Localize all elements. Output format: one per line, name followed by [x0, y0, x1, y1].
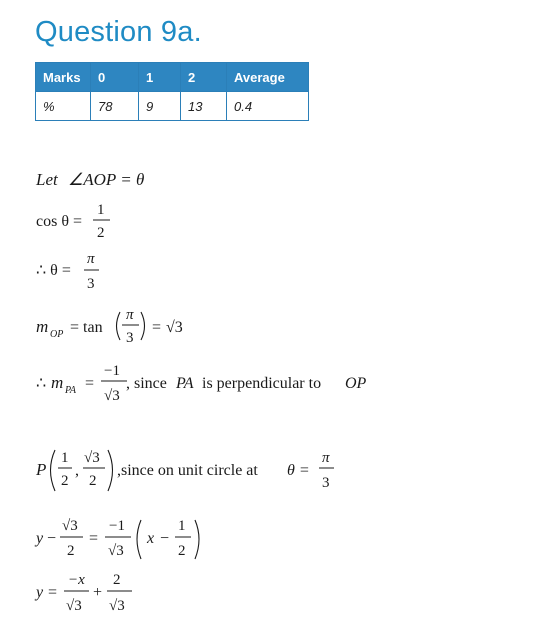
header-cell: 0 [91, 63, 139, 92]
left-paren [117, 312, 121, 340]
cos-theta-line [36, 202, 110, 241]
denominator: 2 [97, 225, 105, 241]
gradient-pa-line [36, 363, 367, 404]
denominator: √3 [66, 598, 82, 614]
denominator: 2 [67, 543, 75, 559]
equals-sign: = [152, 319, 162, 336]
table-cell: 0.4 [227, 92, 309, 121]
minus-sign: − [160, 530, 170, 547]
table-cell: 13 [181, 92, 227, 121]
denominator: 3 [126, 330, 134, 346]
sqrt3: √3 [166, 319, 183, 336]
denominator: √3 [108, 543, 124, 559]
numerator: 1 [61, 450, 69, 466]
page-title: Question 9a. [35, 16, 202, 48]
numerator: π [126, 307, 134, 323]
plus-sign: + [93, 584, 103, 601]
comma: , [75, 462, 79, 479]
numerator: −1 [109, 518, 125, 534]
right-paren [108, 450, 113, 491]
header-cell: Marks [36, 63, 91, 92]
numerator: −1 [104, 363, 120, 379]
numerator: 1 [178, 518, 186, 534]
denominator: 3 [87, 276, 95, 292]
header-cell: Average [227, 63, 309, 92]
perpendicular-text: is perpendicular to [202, 375, 322, 392]
pa-subscript: PA [65, 385, 76, 396]
numerator: √3 [62, 518, 78, 534]
denominator: √3 [104, 388, 120, 404]
table-cell: 78 [91, 92, 139, 121]
let-angle-line [35, 170, 144, 189]
left-paren [137, 520, 141, 559]
therefore-symbol: ∴ [36, 375, 47, 392]
numerator: 2 [113, 572, 121, 588]
p-point: P [36, 460, 47, 479]
header-cell: 2 [181, 63, 227, 92]
equals-sign: = [48, 584, 58, 601]
left-paren [51, 450, 56, 491]
theta-value-line [36, 251, 99, 292]
line-equation-final [34, 572, 132, 614]
line-equation-point-gradient [34, 518, 199, 559]
denominator: 2 [61, 473, 69, 489]
equals-sign: = [89, 530, 99, 547]
let-word: Let [36, 170, 58, 189]
m-symbol: m [36, 317, 49, 336]
pa-label: PA [176, 375, 194, 392]
therefore-theta: ∴ θ = [36, 262, 71, 279]
right-paren [141, 312, 145, 340]
numerator: −x [68, 572, 85, 588]
y-variable: y [36, 530, 44, 547]
minus-sign: − [47, 530, 57, 547]
denominator: 3 [322, 475, 330, 491]
point-p-line [35, 450, 334, 491]
equals-sign: = [85, 375, 95, 392]
table-cell: % [36, 92, 91, 121]
m-symbol: m [51, 373, 64, 392]
denominator: √3 [109, 598, 125, 614]
op-subscript: OP [50, 329, 64, 340]
y-variable: y [36, 584, 44, 601]
numerator: 1 [97, 202, 105, 218]
header-cell: 1 [139, 63, 181, 92]
right-paren [195, 520, 199, 559]
gradient-op-line [36, 307, 183, 346]
denominator: 2 [89, 473, 97, 489]
equals-tan: = tan [70, 319, 103, 336]
table-cell: 9 [139, 92, 181, 121]
cos-lhs: cos θ = [36, 213, 83, 230]
x-variable: x [147, 530, 155, 547]
numerator: π [322, 450, 330, 466]
denominator: 2 [178, 543, 186, 559]
numerator: π [87, 251, 95, 267]
since-word: , since [126, 375, 167, 392]
angle-expression: ∠AOP = θ [68, 170, 145, 189]
numerator: √3 [84, 450, 100, 466]
op-label: OP [345, 375, 367, 392]
theta-equals: θ = [287, 462, 310, 479]
since-unit-circle: ,since on unit circle at [117, 462, 258, 479]
